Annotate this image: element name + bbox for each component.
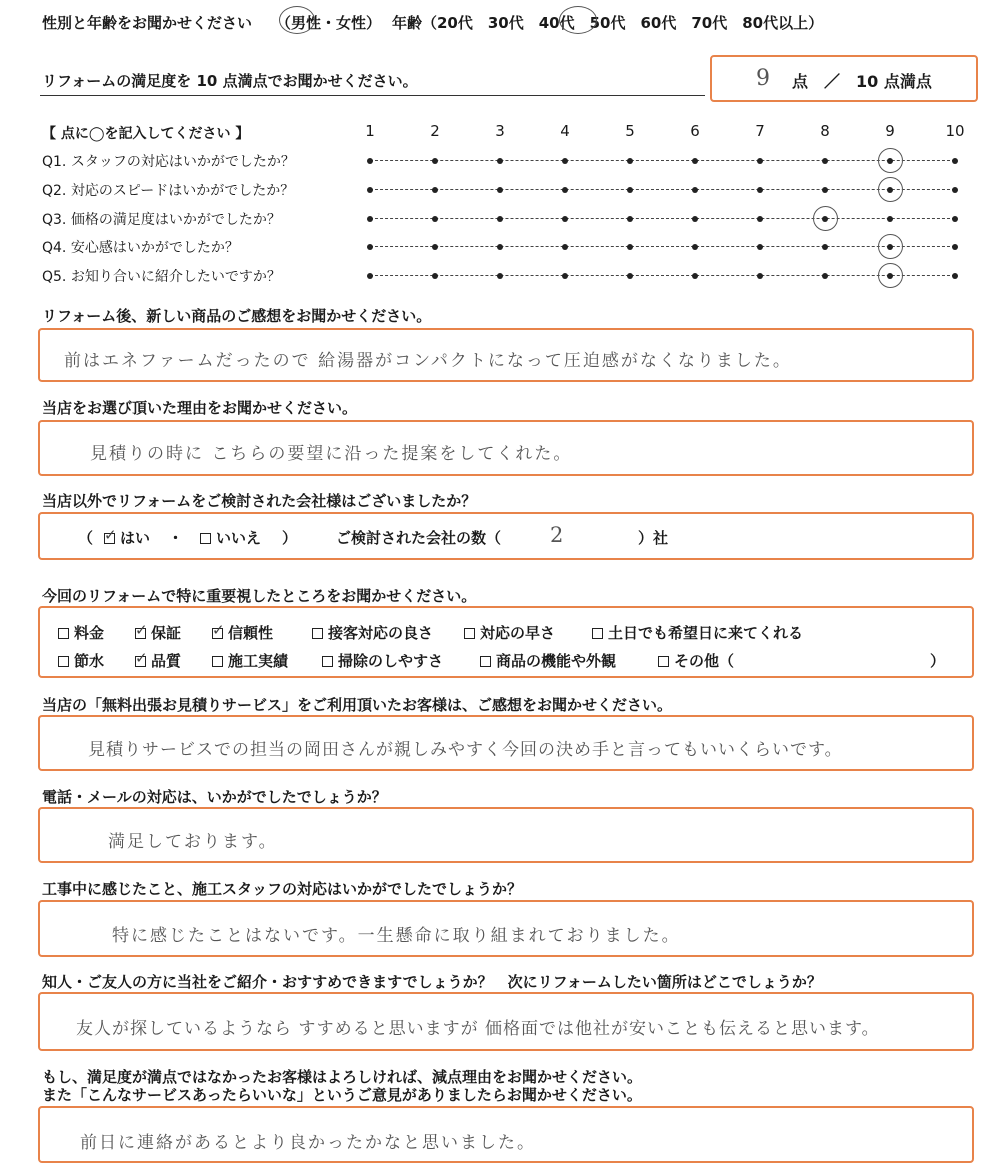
satisfaction-underline — [40, 95, 705, 96]
phone-answer-box — [38, 807, 974, 863]
priority-label: 施工実績 — [228, 652, 289, 670]
priority-option[interactable] — [58, 622, 104, 643]
priority-label: その他（ — [674, 652, 735, 670]
construction-label: 工事中に感じたこと、施工スタッフの対応はいかがでしたでしょうか？ — [42, 880, 523, 898]
satisfaction-score-box — [710, 55, 978, 102]
scale-number: 1 — [365, 122, 375, 140]
rating-point-6[interactable] — [692, 244, 698, 250]
impression-label: リフォーム後、新しい商品のご感想をお聞かせください。 — [42, 307, 432, 325]
others-no-option[interactable] — [200, 527, 261, 548]
others-yes-option[interactable] — [104, 527, 150, 548]
other-close-paren: ） — [930, 652, 946, 670]
rating-point-10[interactable] — [952, 158, 958, 164]
priority-option[interactable] — [464, 622, 555, 643]
scale-number: 3 — [495, 122, 505, 140]
satisfaction-score: 9 — [756, 66, 772, 91]
priority-checkbox[interactable] — [135, 628, 146, 639]
priority-checkbox[interactable] — [58, 628, 69, 639]
priority-label: 信頼性 — [228, 624, 274, 642]
rating-scale-line — [370, 160, 955, 161]
rating-point-5[interactable] — [627, 158, 633, 164]
rating-question-label: Q2. 対応のスピードはいかがでしたか？ — [42, 182, 295, 199]
scale-number: 8 — [820, 122, 830, 140]
gender-circle-mark — [279, 6, 315, 34]
priority-label: 料金 — [74, 624, 105, 642]
rating-point-3[interactable] — [497, 273, 503, 279]
priority-option[interactable] — [212, 650, 288, 671]
gender-options: （男性・女性） — [276, 14, 382, 32]
priority-option[interactable] — [480, 650, 616, 671]
others-separator: ・ — [168, 529, 184, 547]
rating-point-6[interactable] — [692, 216, 698, 222]
rating-selected-circle — [878, 148, 903, 173]
reason-answer-box — [38, 420, 974, 476]
reason-label: 当店をお選び頂いた理由をお聞かせください。 — [42, 399, 358, 417]
impression-answer: 前はエネファームだったので 給湯器がコンパクトになって圧迫感がなくなりました。 — [64, 351, 792, 371]
construction-answer: 特に感じたことはないです。一生懸命に取り組まれておりました。 — [112, 926, 681, 946]
priority-checkbox[interactable] — [480, 656, 491, 667]
rating-point-10[interactable] — [952, 244, 958, 250]
company-count-label: ご検討された会社の数（ — [336, 529, 502, 547]
priority-checkbox[interactable] — [322, 656, 333, 667]
rating-point-7[interactable] — [757, 273, 763, 279]
rating-point-4[interactable] — [562, 187, 568, 193]
rating-question-label: Q3. 価格の満足度はいかがでしたか？ — [42, 211, 281, 228]
rating-point-5[interactable] — [627, 216, 633, 222]
rating-point-2[interactable] — [432, 273, 438, 279]
deduction-answer: 前日に連絡があるとより良かったかなと思いました。 — [80, 1133, 536, 1153]
recommend-answer-box — [38, 992, 974, 1051]
satisfaction-score-suffix: 点 ／ 10 点満点 — [792, 72, 932, 91]
rating-question-label: Q5. お知り合いに紹介したいですか？ — [42, 269, 281, 286]
priority-label: 保証 — [151, 624, 182, 642]
scale-number: 9 — [885, 122, 895, 140]
scale-number: 7 — [755, 122, 765, 140]
rating-point-1[interactable] — [367, 216, 373, 222]
reason-answer: 見積りの時に こちらの要望に沿った提案をしてくれた。 — [90, 444, 573, 464]
scale-number: 2 — [430, 122, 440, 140]
scale-number: 10 — [945, 122, 965, 140]
satisfaction-prompt: リフォームの満足度を 10 点満点でお聞かせください。 — [42, 72, 418, 90]
construction-answer-box — [38, 900, 974, 957]
priorities-box — [38, 606, 974, 678]
rating-scale-line — [370, 218, 955, 219]
yes-label: はい — [120, 529, 151, 547]
priority-option[interactable] — [135, 622, 181, 643]
rating-point-7[interactable] — [757, 216, 763, 222]
priority-checkbox[interactable] — [212, 656, 223, 667]
rating-point-10[interactable] — [952, 216, 958, 222]
company-count-suffix: ）社 — [638, 529, 669, 547]
rating-selected-circle — [878, 263, 903, 288]
rating-point-6[interactable] — [692, 187, 698, 193]
rating-point-4[interactable] — [562, 158, 568, 164]
rating-point-1[interactable] — [367, 244, 373, 250]
priority-label: 節水 — [74, 652, 105, 670]
priority-label: 商品の機能や外観 — [496, 652, 617, 670]
rating-selected-circle — [878, 177, 903, 202]
rating-point-8[interactable] — [822, 187, 828, 193]
priority-option[interactable] — [312, 622, 433, 643]
rating-point-2[interactable] — [432, 187, 438, 193]
rating-instruction: 【 点に◯を記入してください 】 — [42, 126, 250, 142]
rating-point-2[interactable] — [432, 244, 438, 250]
rating-point-3[interactable] — [497, 187, 503, 193]
priority-option[interactable] — [212, 622, 273, 643]
deduction-answer-box — [38, 1106, 974, 1163]
rating-point-2[interactable] — [432, 216, 438, 222]
phone-label: 電話・メールの対応は、いかがでしたでしょうか？ — [42, 788, 387, 806]
rating-selected-circle — [813, 206, 838, 231]
others-open-paren: （ — [78, 529, 94, 547]
others-answer-box — [38, 512, 974, 560]
rating-selected-circle — [878, 234, 903, 259]
scale-number: 6 — [690, 122, 700, 140]
others-label: 当店以外でリフォームをご検討された会社様はございましたか？ — [42, 492, 477, 510]
estimate-answer-box — [38, 715, 974, 771]
deduction-label-1: もし、満足度が満点ではなかったお客様はよろしければ、減点理由をお聞かせください。 — [42, 1068, 643, 1086]
rating-point-1[interactable] — [367, 273, 373, 279]
recommend-label: 知人・ご友人の方に当社をご紹介・おすすめできますでしょうか？ 次にリフォームしたい箇所はどこでしょうか？ — [42, 973, 822, 991]
rating-scale-line — [370, 246, 955, 247]
priority-checkbox[interactable] — [58, 656, 69, 667]
priority-label: 品質 — [151, 652, 182, 670]
rating-point-5[interactable] — [627, 244, 633, 250]
rating-point-4[interactable] — [562, 216, 568, 222]
phone-answer: 満足しております。 — [108, 832, 278, 852]
age-options: 年齢（20代 30代 40代 50代 60代 70代 80代以上） — [392, 14, 824, 32]
rating-point-9[interactable] — [887, 216, 893, 222]
priority-option[interactable] — [135, 650, 181, 671]
rating-point-10[interactable] — [952, 187, 958, 193]
priority-checkbox[interactable] — [592, 628, 603, 639]
age-circle-mark — [559, 6, 597, 34]
deduction-label-2: また「こんなサービスあったらいいな」というご意見がありましたらお聞かせください。 — [42, 1086, 642, 1104]
priority-label: 対応の早さ — [480, 624, 556, 642]
rating-point-3[interactable] — [497, 158, 503, 164]
recommend-answer: 友人が探しているようなら すすめると思いますが 価格面では他社が安いことも伝えると思います。 — [76, 1019, 880, 1039]
no-checkbox[interactable] — [200, 533, 211, 544]
rating-point-3[interactable] — [497, 244, 503, 250]
yes-checkbox[interactable] — [104, 533, 115, 544]
rating-point-6[interactable] — [692, 158, 698, 164]
priority-label: 掃除のしやすさ — [338, 652, 444, 670]
estimate-answer: 見積りサービスでの担当の岡田さんが親しみやすく今回の決め手と言ってもいいくらいです。 — [88, 740, 843, 760]
rating-point-1[interactable] — [367, 187, 373, 193]
impression-answer-box — [38, 328, 974, 382]
rating-scale-line — [370, 275, 955, 276]
scale-number: 5 — [625, 122, 635, 140]
rating-point-4[interactable] — [562, 244, 568, 250]
priority-option[interactable] — [58, 650, 104, 671]
priority-option[interactable] — [658, 650, 734, 671]
priority-checkbox[interactable] — [312, 628, 323, 639]
priority-checkbox[interactable] — [212, 628, 223, 639]
estimate-label: 当店の「無料出張お見積りサービス」をご利用頂いたお客様は、ご感想をお聞かせください。 — [42, 696, 673, 714]
rating-point-1[interactable] — [367, 158, 373, 164]
priority-label: 土日でも希望日に来てくれる — [608, 624, 804, 642]
rating-point-7[interactable] — [757, 187, 763, 193]
rating-point-3[interactable] — [497, 216, 503, 222]
company-count-value: 2 — [550, 523, 566, 547]
priority-label: 接客対応の良さ — [328, 624, 434, 642]
priority-checkbox[interactable] — [658, 656, 669, 667]
rating-point-2[interactable] — [432, 158, 438, 164]
rating-scale-line — [370, 189, 955, 190]
rating-point-8[interactable] — [822, 244, 828, 250]
priority-checkbox[interactable] — [135, 656, 146, 667]
rating-point-8[interactable] — [822, 158, 828, 164]
scale-number: 4 — [560, 122, 570, 140]
demographics-label: 性別と年齢をお聞かせください — [42, 14, 253, 32]
rating-point-5[interactable] — [627, 273, 633, 279]
rating-point-4[interactable] — [562, 273, 568, 279]
priority-option[interactable] — [322, 650, 443, 671]
priority-checkbox[interactable] — [464, 628, 475, 639]
others-close-paren: ） — [282, 529, 298, 547]
rating-point-7[interactable] — [757, 158, 763, 164]
priority-option[interactable] — [592, 622, 803, 643]
rating-question-label: Q1. スタッフの対応はいかがでしたか？ — [42, 154, 295, 170]
rating-question-label: Q4. 安心感はいかがでしたか？ — [42, 240, 239, 257]
rating-point-6[interactable] — [692, 273, 698, 279]
priorities-label: 今回のリフォームで特に重要視したところをお聞かせください。 — [42, 587, 477, 605]
rating-point-5[interactable] — [627, 187, 633, 193]
rating-point-7[interactable] — [757, 244, 763, 250]
rating-point-10[interactable] — [952, 273, 958, 279]
rating-point-8[interactable] — [822, 273, 828, 279]
no-label: いいえ — [216, 529, 262, 547]
